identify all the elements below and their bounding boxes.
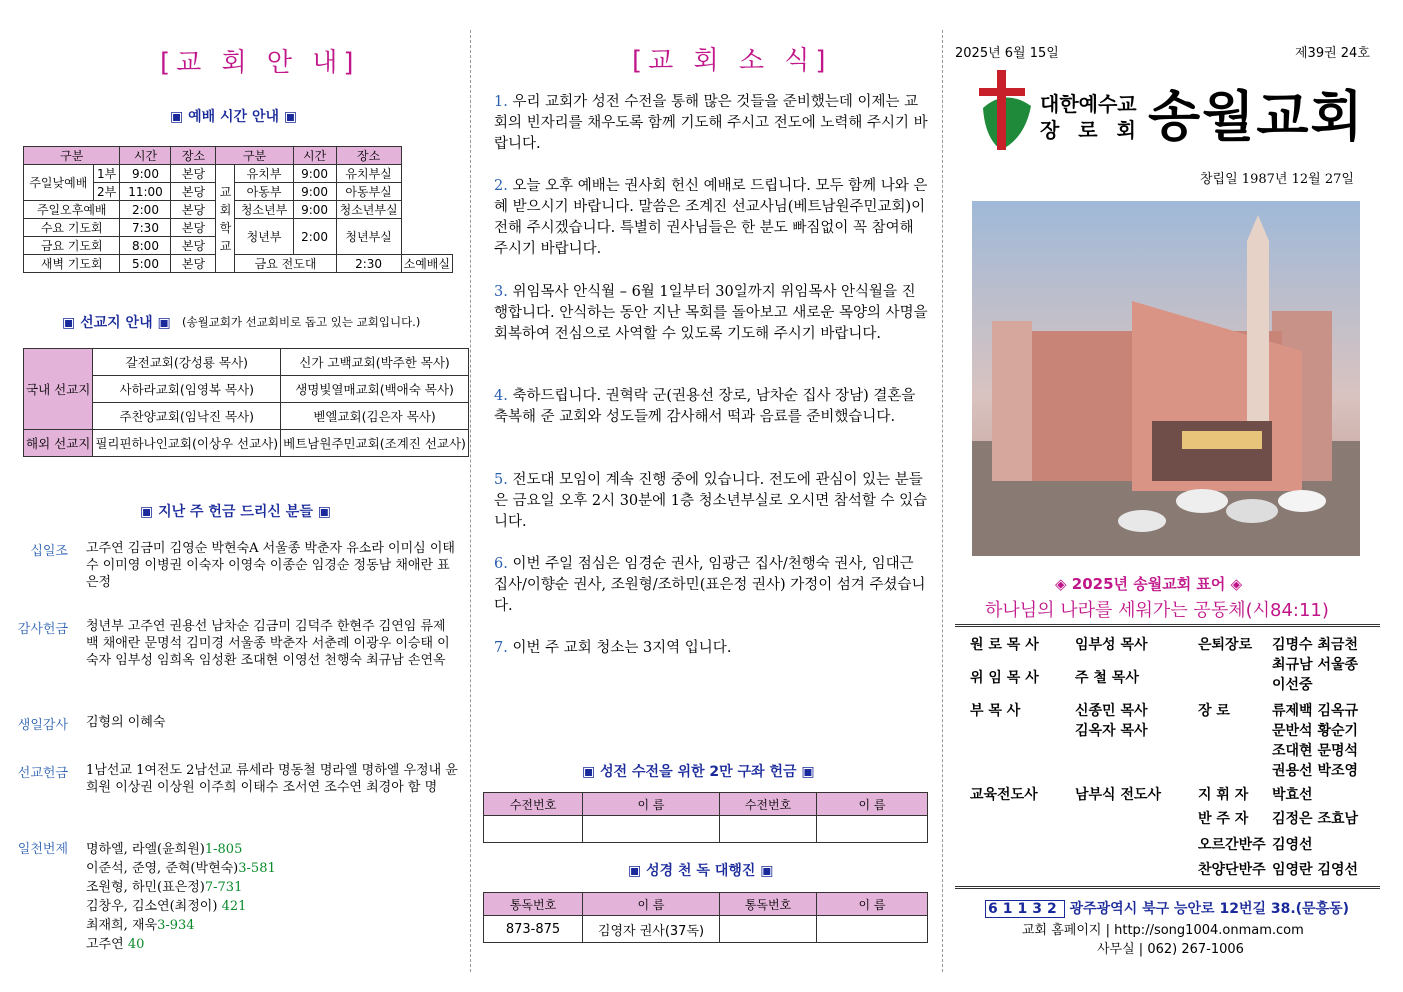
cell: 11:00 [120, 183, 171, 201]
cell: 아동부실 [336, 183, 401, 201]
mission-table [23, 348, 469, 457]
news-item [494, 638, 929, 659]
th: 수전번호 [720, 793, 817, 816]
cell: 9:00 [293, 165, 336, 183]
cell: 주일낮예배 [24, 165, 94, 201]
staff-name: 이선중 [1272, 677, 1313, 693]
church-news-title: [교 회 소 식] [632, 46, 832, 76]
th-place1: 장소 [171, 147, 216, 165]
cell: 수요 기도회 [24, 219, 120, 237]
cell: 생명빛열매교회(백애숙 목사) [281, 376, 469, 403]
gift-label: 일천번제 [17, 842, 68, 857]
gift-names: 김창우, 김소연(최정이) [86, 899, 218, 914]
cell: 금요 기도회 [24, 237, 120, 255]
cell: 9:00 [120, 165, 171, 183]
cell: 본당 [171, 165, 216, 183]
th: 이 름 [583, 793, 720, 816]
th: 통독번호 [484, 893, 583, 916]
issue-number: 제39권 24호 [1295, 46, 1370, 61]
cell: 김영자 권사(37독) [583, 916, 720, 943]
gift-line [86, 876, 242, 895]
cell: 청년부실 [336, 219, 401, 255]
gift-number: 40 [127, 937, 145, 952]
cell: 2:00 [293, 219, 336, 255]
cell: 873-875 [484, 916, 583, 943]
cell: 신가 고백교회(박주한 목사) [281, 349, 469, 376]
cell: 사하라교회(임영복 목사) [93, 376, 281, 403]
cell: 유치부 [235, 165, 293, 183]
staff-role: 부 목 사 [970, 703, 1021, 719]
news-number: 2. [494, 178, 508, 194]
church-building-icon [972, 201, 1360, 556]
cell: 본당 [171, 183, 216, 201]
cell: 청년부 [235, 219, 293, 255]
gift-names: 명하엘, 라엘(윤희원) [86, 842, 205, 857]
cell: 본당 [171, 201, 216, 219]
cell: 청소년부 [235, 201, 293, 219]
news-number: 3. [494, 284, 508, 300]
edu-label-cell [216, 165, 235, 273]
cell: 청소년부실 [336, 201, 401, 219]
staff-role: 지 휘 자 [1198, 787, 1249, 803]
th: 이 름 [583, 893, 720, 916]
news-number: 7. [494, 640, 508, 656]
cell: 유치부실 [336, 165, 401, 183]
column-divider [942, 30, 943, 972]
news-number: 6. [494, 556, 508, 572]
cell [720, 916, 817, 943]
gift-line [86, 895, 246, 914]
office-phone: 사무실 | 062) 267-1006 [1097, 942, 1244, 957]
motto: 하나님의 나라를 세워가는 공동체(시84:11) [985, 600, 1329, 621]
offering-label: 선교헌금 [17, 766, 68, 781]
overseas-label: 해외 선교지 [24, 430, 93, 457]
fund-heading: ▣ 성전 수전을 위한 2만 구좌 헌금 ▣ [582, 764, 815, 780]
news-number: 1. [494, 94, 508, 110]
column-divider [470, 30, 471, 972]
cell: 주찬양교회(임낙진 목사) [93, 403, 281, 430]
cell: 8:00 [120, 237, 171, 255]
staff-name: 권용선 박조영 [1272, 763, 1359, 779]
th: 통독번호 [720, 893, 817, 916]
staff-name: 류제백 김옥규 [1272, 703, 1359, 719]
news-text: 오늘 오후 예배는 권사회 헌신 예배로 드립니다. 모두 함께 나와 은혜 받으시기 바랍니다. 말씀은 조계진 선교사님(베트남원주민교회)이 전해 주시겠습니다. 특별히 권사님들은 한 분도 빠짐없이 꼭 참여해 주시기 바랍니다. [494, 178, 928, 257]
gift-number: 7-731 [204, 880, 243, 895]
cell: 아동부 [235, 183, 293, 201]
th-time2: 시간 [293, 147, 336, 165]
founded-date: 창립일 1987년 12월 27일 [1200, 172, 1354, 187]
news-item [494, 470, 929, 533]
offering-names: 1남선교 1여전도 2남선교 류세라 명동철 명라엘 명하엘 우정내 윤희원 이상권 이상원 이주희 이태수 조서연 조수연 최경아 함 명 [86, 763, 458, 795]
staff-name: 박효선 [1272, 787, 1313, 803]
staff-name: 조대현 문명석 [1272, 743, 1359, 759]
th-time1: 시간 [120, 147, 171, 165]
domestic-label: 국내 선교지 [24, 349, 93, 430]
gift-names: 이준석, 준영, 준혁(박현숙) [86, 861, 239, 876]
staff-name: 김옥자 목사 [1075, 723, 1148, 739]
offering-heading: ▣ 지난 주 헌금 드리신 분들 ▣ [140, 504, 331, 520]
edu-label: 교회학교 [219, 184, 232, 253]
offering-names: 청년부 고주연 권용선 남차순 김금미 김덕주 한현주 김연임 류제백 채애란 문명석 김미경 서울종 박춘자 서춘례 이광우 이승태 이숙자 임부성 임희옥 임성환 조대현 이영선 천행숙 최규남 손연옥 [86, 619, 450, 668]
news-item [494, 176, 929, 260]
staff-role: 위 임 목 사 [970, 670, 1039, 686]
news-number: 4. [494, 388, 508, 404]
gift-names: 최재희, 재욱 [86, 918, 158, 933]
cell: 본당 [171, 237, 216, 255]
staff-name: 신종민 목사 [1075, 703, 1148, 719]
news-item [494, 282, 929, 345]
news-item [494, 92, 929, 155]
cell: 2부 [93, 183, 120, 201]
worship-time-heading: ▣ 예배 시간 안내 ▣ [170, 109, 298, 125]
staff-role: 반 주 자 [1198, 811, 1249, 827]
cell: 갈전교회(강성룡 목사) [93, 349, 281, 376]
mission-note: (송월교회가 선교회비로 돕고 있는 교회입니다.) [182, 315, 421, 329]
staff-role: 찬양단반주 [1198, 862, 1266, 878]
motto-heading: ◈ 2025년 송월교회 표어 ◈ [1055, 575, 1243, 593]
th: 이 름 [817, 793, 928, 816]
cell: 7:30 [120, 219, 171, 237]
offering-label: 감사헌금 [17, 622, 68, 637]
staff-role: 원 로 목 사 [970, 637, 1039, 653]
staff-name: 김정은 조효남 [1272, 811, 1359, 827]
th-cat1: 구분 [24, 147, 120, 165]
denomination-2: 장 로 회 [1040, 118, 1142, 142]
cell: 2:00 [120, 201, 171, 219]
th-place2: 장소 [336, 147, 401, 165]
church-info-title: [교 회 안 내] [160, 48, 360, 78]
gift-line [86, 838, 242, 857]
mission-heading: ▣ 선교지 안내 ▣ [62, 315, 171, 331]
gift-number: 3-581 [238, 861, 276, 876]
divider [955, 886, 1380, 889]
cell: 9:00 [293, 201, 336, 219]
news-text: 이번 주 교회 청소는 3지역 입니다. [512, 640, 732, 656]
cell: 본당 [171, 219, 216, 237]
news-number: 5. [494, 472, 508, 488]
cell: 주일오후예배 [24, 201, 120, 219]
cell: 2:30 [336, 255, 401, 273]
cell: 금요 전도대 [235, 255, 336, 273]
staff-name: 김영선 [1272, 837, 1313, 853]
church-logo [975, 68, 1035, 152]
news-text: 위임목사 안식월 – 6월 1일부터 30일까지 위임목사 안식월을 진행합니다. 안식하는 동안 지난 목회를 돌아보고 새로운 목양의 사명을 회복하여 전심으로 사역할 수 있도록 기도해 주시기 바랍니다. [494, 284, 928, 342]
cell [817, 916, 928, 943]
fund-table [483, 792, 928, 843]
gift-names: 조원형, 하민(표은정) [86, 880, 205, 895]
staff-role: 오르간반주 [1198, 837, 1266, 853]
gift-line [86, 933, 144, 952]
gift-line [86, 914, 195, 933]
gift-line [86, 857, 276, 876]
worship-table [23, 146, 453, 273]
staff-role: 은퇴장로 [1198, 637, 1253, 653]
church-photo [972, 201, 1360, 556]
news-item [494, 554, 929, 617]
news-text: 우리 교회가 성전 수전을 통해 많은 것들을 준비했는데 이제는 교회의 빈자리를 채우도록 함께 기도해 주시고 전도에 노력해 주시기 바랍니다. [494, 94, 928, 152]
staff-name: 남부식 전도사 [1075, 787, 1162, 803]
cell: 새벽 기도회 [24, 255, 120, 273]
homepage: 교회 홈페이지 | http://song1004.onmam.com [1022, 923, 1304, 938]
cell: 필리핀하나인교회(이상우 선교사) [93, 430, 281, 457]
cell [484, 816, 583, 843]
bible-heading: ▣ 성경 천 독 대행진 ▣ [628, 863, 774, 879]
bible-table [483, 892, 928, 943]
zip-code: 61132 [985, 900, 1065, 918]
th: 수전번호 [484, 793, 583, 816]
gift-number: 421 [217, 899, 247, 914]
offering-label: 십일조 [30, 544, 68, 559]
news-text: 이번 주일 점심은 임경순 권사, 임광근 집사/천행숙 권사, 임대근 집사/이향순 권사, 조원형/조하민(표은정 권사) 가정이 섬겨 주셨습니다. [494, 556, 926, 614]
denomination-1: 대한예수교 [1040, 92, 1137, 116]
staff-name: 임부성 목사 [1075, 637, 1148, 653]
staff-name: 임영란 김영선 [1272, 862, 1359, 878]
gift-number: 3-934 [157, 918, 195, 933]
issue-date: 2025년 6월 15일 [955, 46, 1059, 61]
news-item [494, 386, 929, 428]
cell [583, 816, 720, 843]
news-text: 전도대 모임이 계속 진행 중에 있습니다. 전도에 관심이 있는 분들은 금요일 오후 2시 30분에 1층 청소년부실로 오시면 참석할 수 있습니다. [494, 472, 928, 530]
cell [817, 816, 928, 843]
church-name: 송월교회 [1148, 85, 1365, 148]
th: 이 름 [817, 893, 928, 916]
cell: 9:00 [293, 183, 336, 201]
gift-number: 1-805 [204, 842, 243, 857]
cross-logo-icon [975, 68, 1035, 152]
staff-name: 문반석 황순기 [1272, 723, 1359, 739]
gift-names: 고주연 [86, 937, 128, 952]
staff-name: 김명수 최금천 [1272, 637, 1359, 653]
address-line [985, 898, 1349, 918]
th-cat2: 구분 [216, 147, 293, 165]
news-text: 축하드립니다. 권혁락 군(권용선 장로, 남차순 집사 장남) 결혼을 축복해 준 교회와 성도들께 감사해서 떡과 음료를 준비했습니다. [494, 388, 916, 425]
cell: 베트남원주민교회(조계진 선교사) [281, 430, 469, 457]
staff-role: 장 로 [1198, 703, 1230, 719]
cell: 벧엘교회(김은자 목사) [281, 403, 469, 430]
staff-role: 교육전도사 [970, 787, 1038, 803]
cell: 소예배실 [401, 255, 452, 273]
address: 광주광역시 북구 능안로 12번길 38.(문흥동) [1069, 901, 1350, 917]
cell: 1부 [93, 165, 120, 183]
cell: 5:00 [120, 255, 171, 273]
offering-label: 생일감사 [17, 718, 68, 733]
divider [955, 624, 1380, 627]
offering-names: 고주연 김금미 김영순 박현숙A 서울종 박춘자 유소라 이미심 이태수 이미영 이병권 이숙자 이영숙 이종순 임경순 정동남 채애란 표은정 [86, 541, 455, 590]
staff-name: 주 철 목사 [1075, 670, 1139, 686]
cell [720, 816, 817, 843]
cell: 본당 [171, 255, 216, 273]
staff-name: 최규남 서울종 [1272, 657, 1359, 673]
offering-names: 김형의 이혜숙 [86, 715, 166, 730]
